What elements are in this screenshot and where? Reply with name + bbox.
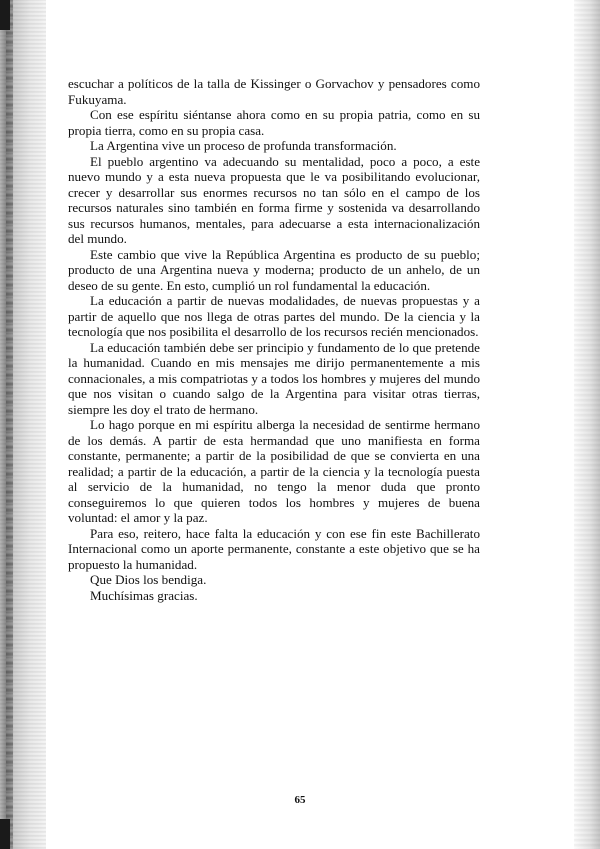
paragraph: El pueblo argentino va adecuando su mentalidad, poco a poco, a este nuevo mundo y a esta nueva propuesta que le va posibilitando evolucionar, crecer y desarrollar sus enormes recursos no tan sólo en el campo de los recursos naturales sino también en forma firme y sostenida va desarrollando sus recursos humanos, mentales, para adecuarse a esta internacionalización del mundo. [68,153,480,246]
paragraph: Lo hago porque en mi espíritu alberga la necesidad de sentirme hermano de los demás. A partir de esta hermandad que uno manifiesta en forma constante, permanente; a partir de la posibilidad de que se convierta en una realidad; a partir de la educación, a partir de la ciencia y la tecnología puesta al servicio de la humanidad, no tengo la menor duda que pronto conseguiremos lo que quieren todos los hombres y mujeres de buena voluntad: el amor y la paz. [68,417,480,525]
paragraph: La educación también debe ser principio y fundamento de lo que pretende la humanidad. Cuando en mis mensajes me dirijo permanentemente a mis connacionales, a mis compatriotas y a todos los hombres y mujeres del mundo que nos visitan o cuando salgo de la Argentina para visitar otras tierras, siempre les doy el trato de hermano. [68,339,480,417]
paragraph: La educación a partir de nuevas modalidades, de nuevas propuestas y a partir de aquello que nos llega de otras partes del mundo. De la ciencia y la tecnología que nos posibilita el desarrollo de los recursos recién mencionados. [68,293,480,339]
closing-line: Que Dios los bendiga. [90,572,207,587]
book-spine-shadow [6,0,13,849]
paragraph: Este cambio que vive la República Argentina es producto de su pueblo; producto de una Argentina nueva y moderna; producto de un anhelo, de un deseo de su gente. En esto, cumplió un rol fundamental la educación. [68,246,480,293]
body-text [68,76,480,603]
scan-right-edge [574,0,600,849]
scan-corner-mark-bottom [0,819,10,849]
closing-line: Muchísimas gracias. [90,587,198,603]
paragraph: La Argentina vive un proceso de profunda transformación. [90,138,397,153]
page-number: 65 [294,794,306,806]
paragraph: Con ese espíritu siéntanse ahora como en su propia patria, como en su propia tierra, como en su propia casa. [68,107,480,138]
scan-corner-mark-top [0,0,10,30]
paragraph: Para eso, reitero, hace falta la educación y con ese fin este Bachillerato Internacional como un aporte permanente, constante a este objetivo que se ha propuesto la humanidad. [68,525,480,572]
paragraph-continuation: escuchar a políticos de la talla de Kissinger o Gorvachov y pensadores como Fukuyama. [68,76,480,107]
